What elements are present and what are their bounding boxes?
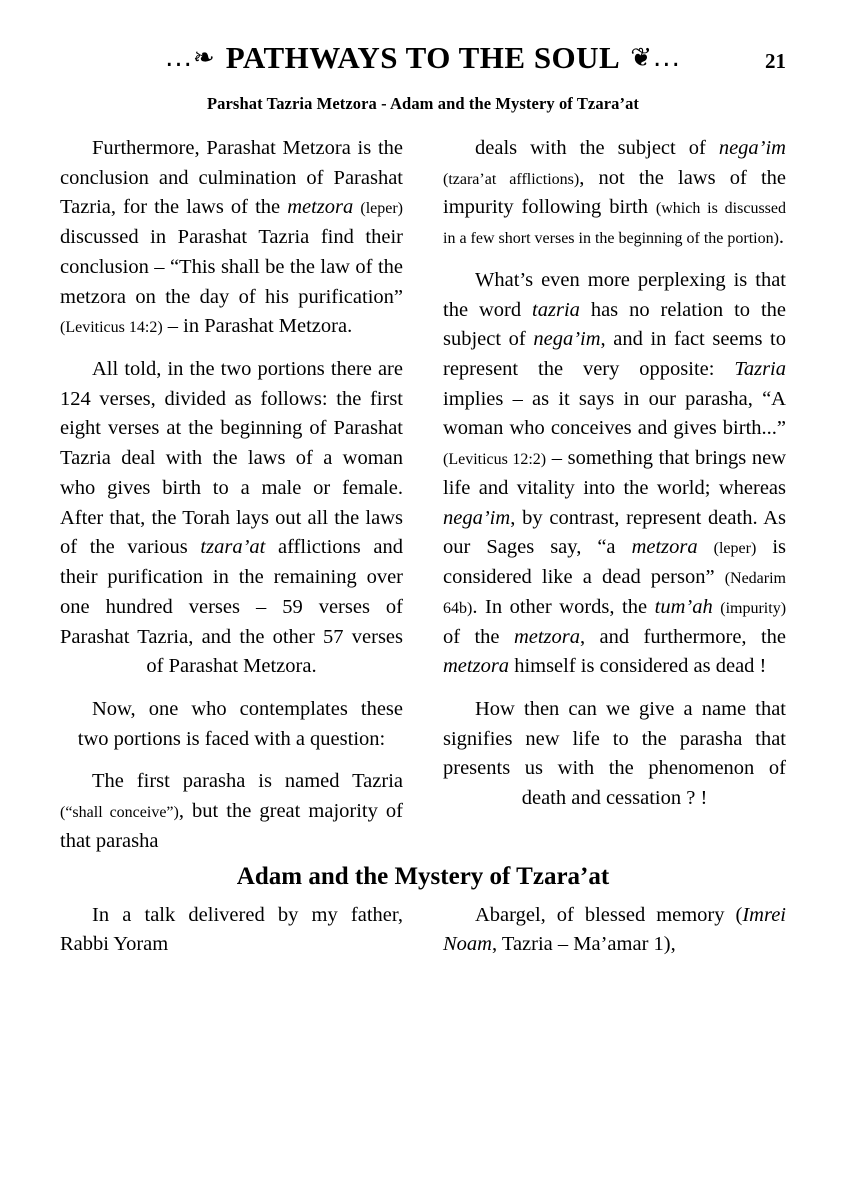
text-run: is considered like a dead person” [443, 536, 786, 589]
paragraph [60, 767, 403, 856]
emphasis-text: nega’im [533, 328, 601, 351]
text-run: deals with the subject of [475, 137, 719, 159]
text-run: discussed in Parashat Tazria find their conclusion – “This shall be the law of the metzora on the day of his purification” [60, 226, 403, 308]
text-run: of the [443, 625, 514, 648]
emphasis-text: tzara’at [200, 536, 266, 559]
citation-text: (Leviticus 12:2) [443, 451, 547, 469]
citation-text: (“shall conceive”) [60, 804, 179, 822]
text-run: himself is considered as dead ! [509, 655, 767, 678]
citation-text: (Leviticus 14:2) [60, 319, 163, 337]
left-column [60, 134, 403, 857]
text-run: , Tazria – Ma’amar 1), [491, 933, 676, 956]
paragraph [443, 901, 786, 960]
body-columns [60, 134, 786, 857]
text-run [698, 536, 714, 558]
citation-text: (impurity) [720, 599, 787, 617]
bottom-columns [60, 901, 786, 960]
emphasis-text: metzora [287, 196, 354, 219]
page-number: 21 [765, 49, 786, 73]
text-run: – something that brings new life and vitality into the world; whereas [443, 447, 787, 499]
section-heading: Adam and the Mystery of Tzara’at [236, 862, 610, 890]
ornament-left-icon: ...❧ [165, 43, 216, 73]
text-run: , by contrast, represent death. As our Sages say, “a [443, 506, 786, 559]
text-run: What’s even more perplexing is that the word [443, 268, 786, 321]
emphasis-text: tum’ah [654, 595, 713, 618]
bottom-left-column [60, 901, 403, 960]
emphasis-text: metzora [631, 536, 698, 559]
paragraph [443, 695, 786, 814]
text-run: , but the great majority of that parasha [60, 800, 403, 852]
emphasis-text: nega’im [718, 137, 786, 159]
paragraph [443, 134, 786, 253]
text-run: , and in fact seems to represent the very opposite: [443, 328, 786, 381]
text-run: ( [735, 903, 743, 926]
citation-text: (tzara’at afflictions) [443, 170, 580, 188]
text-run: . In other words, the [472, 595, 655, 618]
emphasis-text: Tazria [734, 358, 786, 381]
emphasis-text: metzora [443, 655, 510, 678]
emphasis-text: tazria [532, 298, 580, 321]
paragraph [60, 134, 403, 342]
running-subtitle: Parshat Tazria Metzora - Adam and the Mystery of Tzara’at [206, 94, 640, 113]
paragraph [443, 266, 786, 682]
text-run: . [778, 226, 785, 249]
text-run: The first parasha is named Tazria [92, 770, 403, 793]
text-run: How then can we give a name that signifies new life to the parasha that presents us with the phenomenon of death and cessation ? ! [443, 697, 786, 810]
text-run: , and furthermore, the [580, 625, 786, 648]
text-run: Furthermore, Parashat Metzora is the conclusion and culmination of Parashat Tazria, for the laws of the [60, 137, 403, 219]
citation-text: (Nedarim 64b) [443, 570, 786, 617]
paragraph [60, 695, 403, 754]
citation-text: (leper) [360, 200, 403, 218]
paragraph [60, 355, 403, 682]
text-run: – in Parashat Metzora. [162, 315, 353, 338]
citation-text: (which is discussed in a few short verses in the beginning of the portion) [443, 200, 786, 248]
ornament-right-icon: ❦... [630, 43, 681, 73]
text-run: In a talk delivered by my father, Rabbi Yoram [60, 903, 403, 956]
book-title: PATHWAYS TO THE SOUL [225, 40, 621, 75]
page-header [60, 40, 786, 86]
emphasis-text: metzora [513, 625, 580, 648]
emphasis-text: Imrei Noam [443, 903, 786, 956]
emphasis-text: nega’im [443, 506, 511, 529]
text-run: Now, one who contemplates these two portions is faced with a question: [77, 697, 403, 750]
text-run: afflictions and their purification in the remaining over one hundred verses – 59 verses of Parashat Tazria, and the other 57 verses of Parashat Metzora. [60, 536, 403, 678]
citation-text: (leper) [713, 540, 757, 558]
text-run: All told, in the two portions there are 124 verses, divided as follows: the first eight verses at the beginning of Parashat Tazria deal with the laws of a woman who gives birth to a male or female. After that, the Torah lays out all the laws of the various [60, 358, 403, 559]
text-run: has no relation to the subject of [443, 298, 786, 351]
text-run: Abargel, of blessed memory [475, 903, 736, 926]
paragraph [60, 901, 403, 960]
header-title-row [60, 40, 786, 76]
right-column [443, 134, 786, 857]
text-run: , not the laws of the impurity following birth [443, 166, 786, 219]
text-run: implies – as it says in our parasha, “A woman who conceives and gives birth...” [443, 387, 786, 440]
bottom-right-column [443, 901, 786, 960]
